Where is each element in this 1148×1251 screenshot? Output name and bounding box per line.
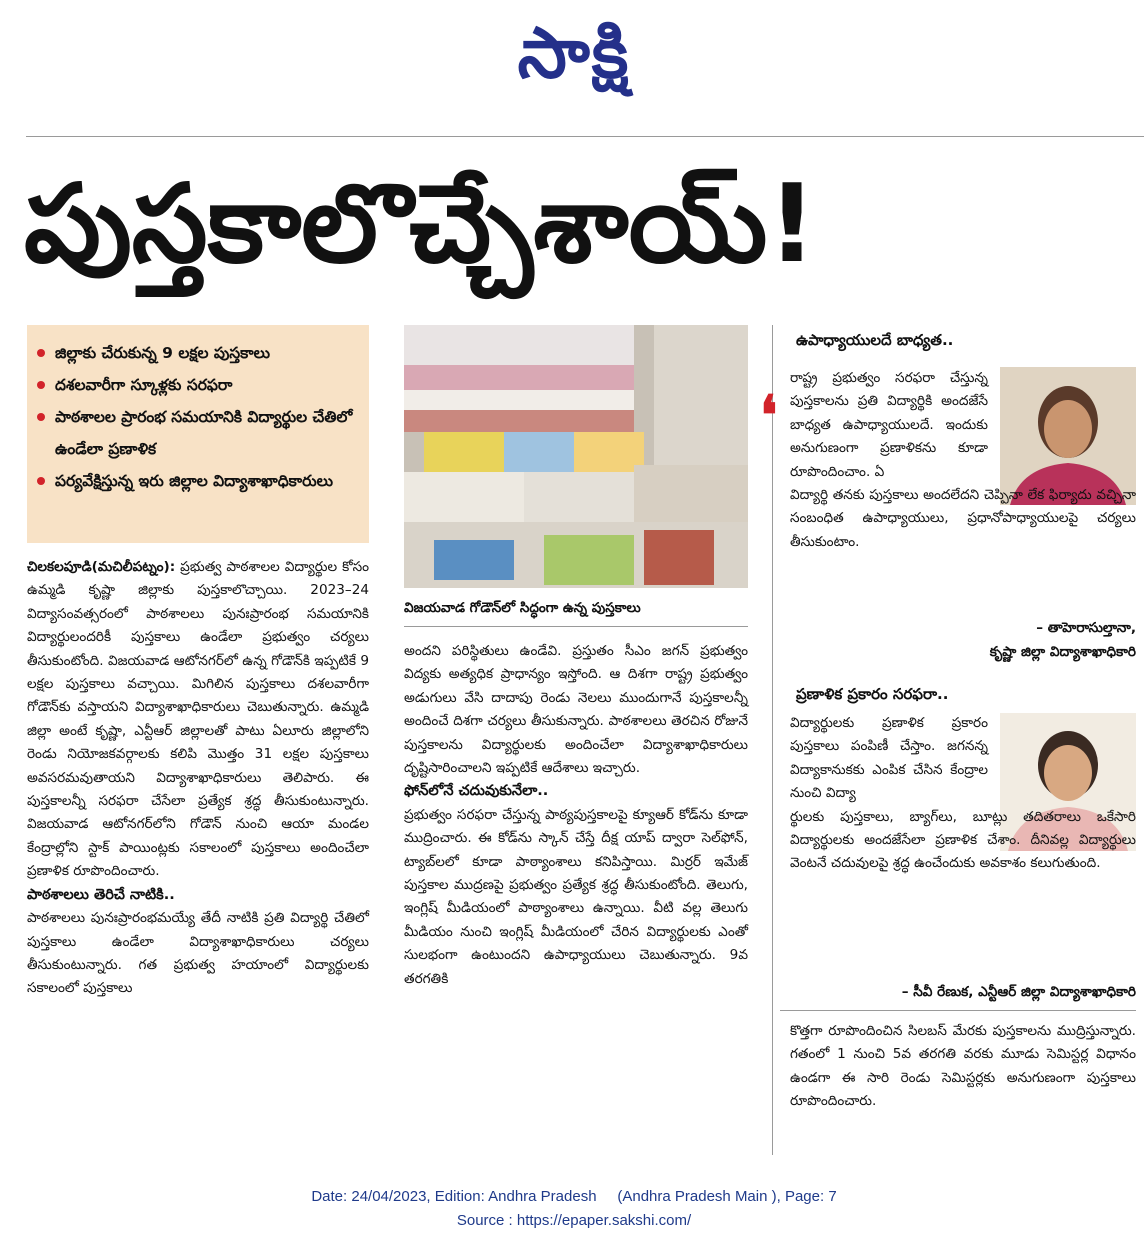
quote-author-signature: – సీవీ రేణుక, ఎన్టీఆర్‌ జిల్లా విద్యాశాఖాధికారి — [901, 984, 1136, 1000]
subheading-responsibility: ఉపాధ్యాయులదే బాధ్యత.. — [796, 331, 954, 349]
quote-block-1 — [790, 367, 1136, 554]
quote-text: రాష్ట్ర ప్రభుత్వం సరఫరా చేస్తున్న పుస్తకాలను ప్రతి విద్యార్థికి అందజేసే బాధ్యత ఉపాధ్యాయులదే. ఇందుకు అనుగుణంగా ప్రణాళికను కూడా రూపొందించాం. ఏ — [790, 370, 988, 480]
bullet-icon — [37, 477, 45, 485]
body-paragraph: పాఠశాలలు పునఃప్రారంభమయ్యే తేదీ నాటికి ప్రతి విద్యార్థి చేతిలో పుస్తకాలు ఉండేలా విద్యాశాఖాధికారులు చర్యలు తీసుకుంటున్నారు. గత ప్రభుత్వ హయాంలో విద్యార్థులకు సకాలంలో పుస్తకాలు — [27, 910, 369, 997]
subheading: ఫోన్‌లోనే చదువుకునేలా.. — [404, 783, 549, 800]
lead-paragraph: చిలకలపూడి(మచిలీపట్నం): ప్రభుత్వ పాఠశాలల విద్యార్థుల కోసం ఉమ్మడి కృష్ణా జిల్లాకు పుస్తకాలొచ్చాయి. 2023–24 విద్యాసంవత్సరంలో పాఠశాలలు పునఃప్రారంభ సమయానికి విద్యార్థులందరికీ పుస్తకాలు ఉండేలా ప్రభుత్వం చర్యలు తీసుకుంటోంది. విజయవాడ ఆటోనగర్‌లో ఉన్న గోడౌన్‌కి ఇప్పటికే 9 లక్షల పుస్తకాలు వచ్చాయి. మిగిలిన పుస్తకాలు దశలవారీగా గోడౌన్‌కు వస్తాయని విద్యాశాఖాధికారులు చెబుతున్నారు. ఉమ్మడి జిల్లా అంటే కృష్ణా, ఎన్టీఆర్‌ జిల్లాలతో పాటు ఏలూరు జిల్లాలోని రెండు నియోజకవర్గాలకు కలిపి మొత్తం 31 లక్షల పుస్తకాలు అవసరమవుతాయని విద్యాశాఖాధికారులు తెలిపారు. ఈ పుస్తకాలన్నీ సరఫరా చేసేలా ప్రత్యేక శ్రద్ధ తీసుకుంటున్నారు. విజయవాడ ఆటోనగర్‌లోని గోడౌన్‌ నుంచి ఆయా మండల కేంద్రాల్లోని స్టాక్‌ పాయింట్లకు సకాలంలో పుస్తకాలు అందించేలా ప్రణాళిక రూపొందించారు. — [27, 559, 369, 880]
middle-column-text — [404, 640, 748, 991]
bullet-icon — [37, 381, 45, 389]
photo-caption: విజయవాడ గోడౌన్‌లో సిద్ధంగా ఉన్న పుస్తకాలు — [404, 600, 641, 616]
masthead-divider — [26, 136, 1144, 137]
subheading-supply-plan: ప్రణాళిక ప్రకారం సరఫరా.. — [796, 685, 949, 703]
footer-source-link[interactable]: Source : https://epaper.sakshi.com/ — [456, 1212, 692, 1229]
left-column-text — [27, 556, 369, 1001]
footer-edition-info: Date: 24/04/2023, Edition: Andhra Pradesh (Andhra Pradesh Main ), Page: 7 — [311, 1188, 837, 1205]
highlight-item: జిల్లాకు చేరుకున్న 9 లక్షల పుస్తకాలు — [37, 337, 359, 369]
highlight-item: పాఠశాలల ప్రారంభ సమయానికి విద్యార్థుల చేతిలో ఉండేలా ప్రణాళిక — [37, 401, 359, 465]
quote-divider — [780, 1010, 1136, 1011]
body-paragraph: ప్రభుత్వం సరఫరా చేస్తున్న పాఠ్యపుస్తకాలపై క్యూఆర్‌ కోడ్‌ను కూడా ముద్రించారు. ఈ కోడ్‌ను స్కాన్‌ చేస్తే దీక్ష యాప్‌ ద్వారా సెల్‌ఫోన్, ట్యాబ్‌లలో కూడా పాఠ్యాంశాలు కనిపిస్తాయి. మిర్రర్‌ ఇమేజ్‌ పుస్తకాల ముద్రణపై ప్రభుత్వం ప్రత్యేక శ్రద్ధ తీసుకుంటోంది. తెలుగు, ఇంగ్లిష్‌ మీడియంలో పాఠ్యాంశాలు ఉన్నాయి. వీటి వల్ల తెలుగు మీడియం నుంచి ఇంగ్లిష్‌ మీడియంలో చేరిన విద్యార్థులకు ఎంతో సులభంగా ఉంటుందని ఉపాధ్యాయులు చెబుతున్నారు. 9వ తరగతికి — [404, 806, 748, 987]
quote-block-2 — [790, 712, 1136, 876]
quote-text: విద్యార్థి తనకు పుస్తకాలు అందలేదని చెప్పినా లేక ఫిర్యాదు వచ్చినా సంబంధిత ఉపాధ్యాయులు, ప్రధానోపాధ్యాయులపై చర్యలు తీసుకుంటాం. — [790, 487, 1136, 550]
body-paragraph: అందని పరిస్థితులు ఉండేవి. ప్రస్తుతం సీఎం జగన్‌ ప్రభుత్వం విద్యకు అత్యధిక ప్రాధాన్యం ఇస్తోంది. ఆ దిశగా రాష్ట్ర ప్రభుత్వం అడుగులు వేసి దాదాపు రెండు నెలలు ముందుగానే పుస్తకాలన్నీ అందించే దిశగా చర్యలు తీసుకున్నారు. పాఠశాలలు తెరచిన రోజునే పుస్తకాలను విద్యార్థులకు అందించేలా విద్యాశాఖాధికారులు దృష్టిసారించాలని ఇప్పటికే ఆదేశాలు ఇచ్చారు. — [404, 643, 748, 777]
books-stack-photo — [404, 325, 748, 588]
dateline: చిలకలపూడి(మచిలీపట్నం): — [27, 559, 176, 575]
right-column-text — [790, 1020, 1136, 1114]
quote-text: విద్యార్థులకు ప్రణాళిక ప్రకారం పుస్తకాలు పంపిణీ చేస్తాం. జగనన్న విద్యాకానుకకు ఎంపిక చేసిన కేంద్రాల నుంచి విద్యా — [790, 715, 988, 802]
body-paragraph: కొత్తగా రూపొందించిన సిలబస్‌ మేరకు పుస్తకాలను ముద్రిస్తున్నారు. గతంలో 1 నుంచి 5వ తరగతి వరకు మూడు సెమిస్టర్ల విధానం ఉండగా ఈ సారి రెండు సెమిస్టర్లకు అనుగుణంగా పుస్తకాలు రూపొందించారు. — [790, 1023, 1136, 1110]
bullet-icon — [37, 413, 45, 421]
bullet-icon — [37, 349, 45, 357]
column-divider — [772, 325, 773, 1155]
quote-author-title: కృష్ణా జిల్లా విద్యాశాఖాధికారి — [989, 644, 1136, 660]
article-headline: పుస్తకాలొచ్చేశాయ్‌! — [24, 162, 817, 287]
quote-text: ర్థులకు పుస్తకాలు, బ్యాగ్‌లు, బూట్లు తదితరాలు ఒకేసారి విద్యార్థులకు అందజేసేలా ప్రణాళిక చేశాం. దీనివల్ల విద్యార్థులు వెంటనే చదువులపై శ్రద్ధ ఉంచేందుకు అవకాశం కలుగుతుంది. — [790, 808, 1136, 872]
subheading: పాఠశాలలు తెరిచే నాటికి.. — [27, 886, 175, 903]
quote-mark-icon: ❛ — [760, 383, 778, 447]
newspaper-masthead: సాక్షి — [517, 12, 631, 94]
quote-author-name: – తాహెరాసుల్తానా, — [1036, 620, 1136, 636]
highlights-box — [27, 325, 369, 543]
caption-divider — [404, 626, 748, 627]
highlight-item: దశలవారీగా స్కూళ్లకు సరఫరా — [37, 369, 359, 401]
highlight-item: పర్యవేక్షిస్తున్న ఇరు జిల్లాల విద్యాశాఖాధికారులు — [37, 465, 359, 497]
